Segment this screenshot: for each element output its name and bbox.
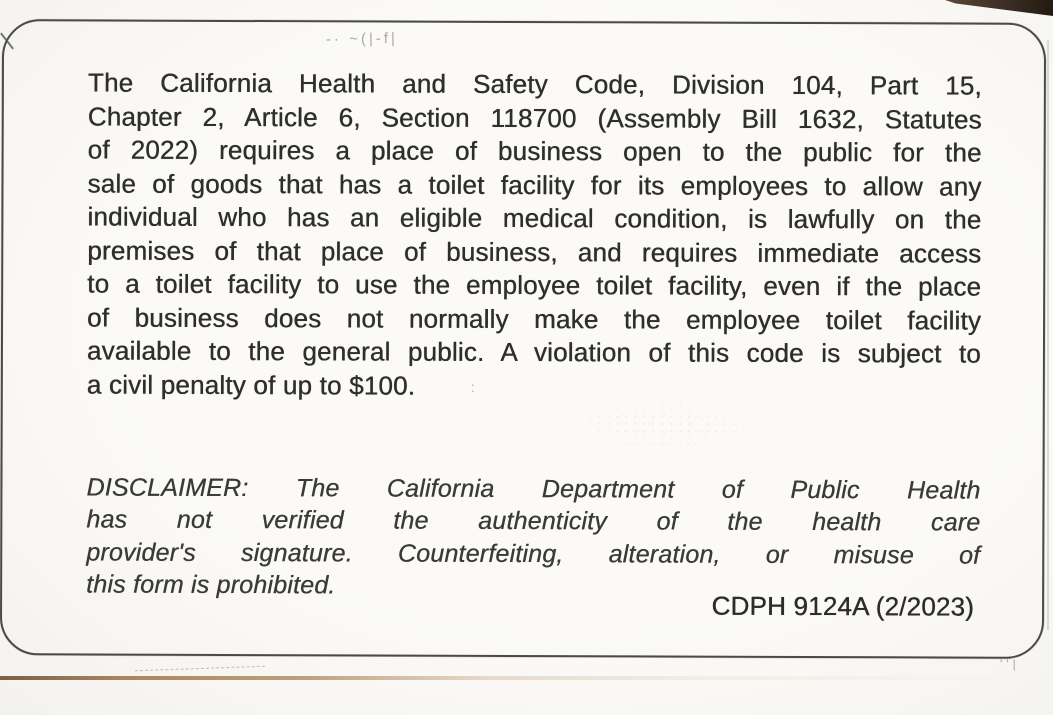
scan-edge-streak — [1047, 40, 1049, 630]
text-line: of 2022) requires a place of business open to the public for the — [87, 134, 982, 168]
scan-edge-wedge-artifact — [945, 0, 1053, 16]
text-line: this form is prohibited. — [86, 570, 336, 600]
text-line: Chapter 2, Article 6, Section 118700 (Assembly Bill 1632, Statutes — [87, 100, 982, 135]
scan-bleed-artifact: -· ~(|-f| — [325, 29, 398, 48]
code-paragraph — [87, 66, 982, 404]
text-line: sale of goods that has a toilet facility for its employees to allow any — [87, 167, 982, 202]
text-line: The California Health and Safety Code, Division 104, Part 15, — [87, 67, 982, 101]
disclaimer-paragraph — [86, 471, 980, 604]
text-line: available to the general public. A violation of this code is subject to — [86, 335, 982, 369]
text-line: a civil penalty of up to $100. — [86, 368, 416, 401]
text-line: DISCLAIMER: The California Department of Public Health — [86, 473, 981, 505]
text-line: premises of that place of business, and requires immediate access — [87, 234, 982, 269]
notice-card — [0, 19, 1046, 659]
text-line: provider's signature. Counterfeiting, alteration, or misuse of — [86, 538, 981, 570]
scan-speck-artifact: : — [470, 378, 477, 395]
form-number: CDPH 9124A (2/2023) — [711, 590, 975, 622]
text-line: of business does not normally make the employee toilet facility — [87, 301, 982, 336]
text-line: has not verified the authenticity of the health care — [86, 505, 981, 538]
scan-tick-marks: ''| — [1000, 657, 1020, 671]
scan-smudge-artifact — [559, 385, 754, 466]
text-line: individual who has an eligible medical condition, is lawfully on the — [87, 201, 982, 235]
text-line: to a toilet facility to use the employee toilet facility, even if the place — [87, 268, 982, 302]
